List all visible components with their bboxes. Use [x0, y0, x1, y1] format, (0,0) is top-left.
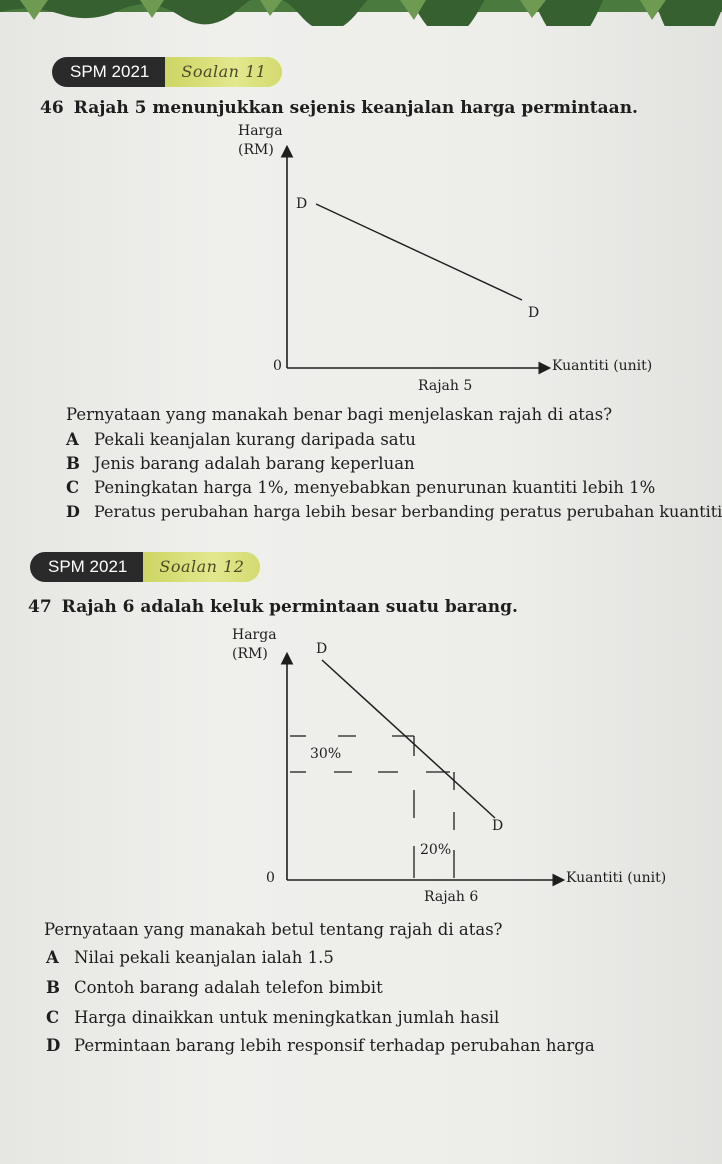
q46-option-d-text: Peratus perubahan harga lebih besar berbanding peratus perubahan kuantiti — [94, 502, 722, 521]
q46-tag-badge: Soalan 11 — [165, 57, 282, 87]
q47-option-b-text: Contoh barang adalah telefon bimbit — [74, 978, 383, 997]
q46-curve-label-bottom: D — [528, 305, 540, 321]
q47-y-label-1: Harga — [232, 627, 277, 643]
q47-option-b[interactable] — [46, 978, 383, 997]
q47-tag-label: SPM 2021 — [30, 552, 149, 582]
q47-figure-caption: Rajah 6 — [424, 889, 479, 905]
q47-quantity-change-label: 20% — [420, 842, 452, 858]
q47-question-text: Rajah 6 adalah keluk permintaan suatu barang. — [61, 597, 518, 617]
q47-tag-badge: Soalan 12 — [143, 552, 260, 582]
q47-option-a[interactable] — [46, 948, 334, 967]
q47-y-label-2: (RM) — [232, 646, 268, 662]
q46-option-c-text: Peningkatan harga 1%, menyebabkan penurunan kuantiti lebih 1% — [94, 478, 656, 497]
q46-tag-label: SPM 2021 — [52, 57, 171, 87]
q47-option-a-letter: A — [46, 948, 59, 967]
q46-figure-caption: Rajah 5 — [418, 378, 473, 394]
q47-option-d-letter: D — [46, 1036, 61, 1055]
q46-option-b-text: Jenis barang adalah barang keperluan — [94, 454, 415, 473]
q46-origin: 0 — [273, 358, 282, 374]
q46-y-label-2: (RM) — [238, 142, 274, 158]
q46-option-b-letter: B — [66, 454, 80, 473]
q47-curve-label-top: D — [316, 641, 328, 657]
q46-option-d-letter: D — [66, 502, 80, 521]
q46-number: 46 — [40, 98, 64, 118]
q47-option-c[interactable] — [46, 1008, 499, 1027]
q46-stem: Pernyataan yang manakah benar bagi menjelaskan rajah di atas? — [66, 405, 613, 424]
q46-curve-label-top: D — [296, 196, 308, 212]
q47-option-c-letter: C — [46, 1008, 60, 1027]
q46-option-c-letter: C — [66, 478, 80, 497]
q47-origin: 0 — [266, 870, 275, 886]
q46-y-label-1: Harga — [238, 123, 283, 139]
q47-price-change-label: 30% — [310, 746, 342, 762]
q47-x-label: Kuantiti (unit) — [566, 870, 667, 886]
q47-demand-curve — [322, 660, 495, 818]
q46-option-a-text: Pekali keanjalan kurang daripada satu — [94, 430, 416, 449]
q47-option-a-text: Nilai pekali keanjalan ialah 1.5 — [74, 948, 334, 967]
q46-question-text: Rajah 5 menunjukkan sejenis keanjalan harga permintaan. — [73, 98, 638, 118]
q47-option-d-text: Permintaan barang lebih responsif terhadap perubahan harga — [74, 1036, 595, 1055]
q47-number: 47 — [28, 597, 52, 617]
q47-option-d[interactable] — [46, 1036, 595, 1055]
q46-option-a-letter: A — [66, 430, 79, 449]
q47-option-c-text: Harga dinaikkan untuk meningkatkan jumlah hasil — [74, 1008, 500, 1027]
q47-stem: Pernyataan yang manakah betul tentang rajah di atas? — [44, 920, 503, 939]
q46-x-label: Kuantiti (unit) — [552, 358, 653, 374]
q47-curve-label-bottom: D — [492, 818, 504, 834]
q47-option-b-letter: B — [46, 978, 60, 997]
